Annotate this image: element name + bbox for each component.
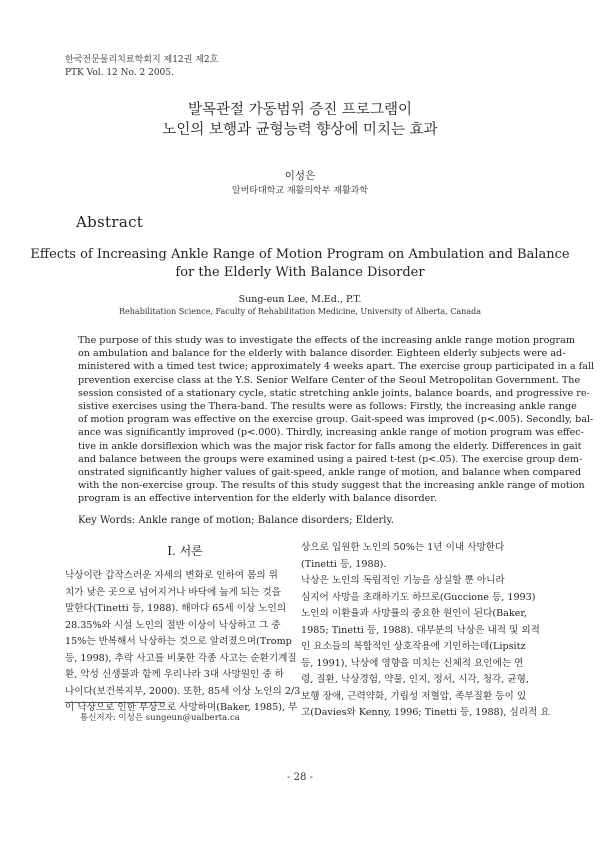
body-line: 고(Davies와 Kenny, 1996; Tinetti 등, 1988), 심리적 요 <box>301 707 550 718</box>
keywords: Key Words: Ankle range of motion; Balance disorders; Elderly. <box>78 515 394 526</box>
body-line: 상으로 입원한 노인의 50%는 1년 이내 사망한다 <box>301 542 505 553</box>
body-column-left <box>65 540 305 717</box>
title-korean-line-1: 발목관절 가동범위 증진 프로그램이 <box>188 102 412 118</box>
author-english: Sung-eun Lee, M.Ed., P.T. <box>238 294 362 305</box>
abstract-line: prevention exercise class at the Y.S. Senior Welfare Center of the Seoul Metropolitan Government. The <box>78 374 581 386</box>
abstract-line: The purpose of this study was to investigate the effects of the increasing ankle range motion program <box>78 335 575 346</box>
abstract-line: onstrated significantly higher values of gait-speed, ankle range of motion, and balance when compared <box>78 467 582 479</box>
body-line: 이 낙상으로 인한 부상으로 사망하며(Baker, 1985), 부 <box>65 702 298 713</box>
page-number: - 28 - <box>287 772 313 783</box>
abstract-line: ministered with a timed test twice; approximately 4 weeks apart. The exercise group participated in a fall <box>78 361 595 373</box>
journal-volume: PTK Vol. 12 No. 2 2005. <box>65 68 174 78</box>
title-english-line-1: Effects of Increasing Ankle Range of Motion Program on Ambulation and Balance <box>30 247 570 262</box>
title-korean-line-2: 노인의 보행과 균형능력 향상에 미치는 효과 <box>162 122 438 138</box>
body-line: 노인의 이환율과 사망률의 중요한 원인이 된다(Baker, <box>301 608 527 619</box>
abstract-line: tive in ankle dorsiflexion which was the major risk factor for falls among the elderly. Differences in gait <box>78 440 582 452</box>
affiliation-korean: 알버타대학교 재활의학부 재활과학 <box>231 186 369 196</box>
body-line: 등, 1998), 추락 사고를 비롯한 각종 사고는 순환기계질 <box>65 652 297 664</box>
title-english-line-2: for the Elderly With Balance Disorder <box>175 265 425 280</box>
journal-name-kr: 한국전문물리치료학회지 제12권 제2호 <box>65 55 219 65</box>
abstract-line: ance was significantly improved (p<.000). Thirdly, increasing ankle range of motion program was effec- <box>78 427 584 439</box>
abstract-line: session consisted of a stationary cycle, static stretching ankle joints, balance boards, and progressive re- <box>78 387 590 399</box>
body-line: 28.35%와 시설 노인의 절반 이상이 낙상하고 그 중 <box>65 619 281 631</box>
body-line: 낙상은 노인의 독립적인 기능을 상실할 뿐 아니라 <box>301 575 505 586</box>
abstract-line: and balance between the groups were examined using a paired t-test (p<.05). The exercise group dem- <box>78 453 583 465</box>
body-line: 낙상이란 갑작스러운 자세의 변화로 인하여 몸의 위 <box>65 570 278 581</box>
body-line: 말한다(Tinetti 등, 1988). 해마다 65세 이상 노인의 <box>65 603 287 614</box>
affiliation-english: Rehabilitation Science, Faculty of Rehabilitation Medicine, University of Alberta, Canada <box>119 307 481 316</box>
body-line: 령, 질환, 낙상경험, 약물, 인지, 정서, 시각, 청각, 균형, <box>301 674 529 685</box>
section-heading-introduction: Ⅰ. 서론 <box>167 544 203 558</box>
body-line: 인 요소들의 복합적인 상호작용에 기인하는데(Lipsitz <box>301 641 526 652</box>
body-line: (Tinetti 등, 1988). <box>301 558 387 570</box>
title-korean <box>0 100 600 140</box>
abstract-line: of motion program was effective on the exercise group. Gait-speed was improved (p<.005). Secondly, bal- <box>78 414 594 426</box>
journal-header <box>65 54 218 80</box>
abstract-line: on ambulation and balance for the elderly with balance disorder. Eighteen elderly subjects were ad- <box>78 348 566 360</box>
abstract-heading: Abstract <box>76 213 144 231</box>
body-line: 심지어 사망을 초래하기도 하므로(Guccione 등, 1993) <box>301 591 536 603</box>
body-line: 치가 낮은 곳으로 넘어지거나 바닥에 눕게 되는 것을 <box>65 586 281 598</box>
body-line: 15%는 반복해서 낙상하는 것으로 알려졌으며(Tromp <box>65 636 292 647</box>
abstract-line: with the non-exercise group. The results of this study suggest that the increasing ankle range of motion <box>78 480 585 492</box>
body-line: 보행 장애, 근력약화, 기립성 저혈압, 족부질환 등이 있 <box>301 690 527 702</box>
corresponding-author-footnote: 통신저자: 이성은 sungeun@ualberta.ca <box>80 713 240 723</box>
abstract-line: program is an effective intervention for the elderly with balance disorder. <box>78 493 437 505</box>
body-line: 1985; Tinetti 등, 1988). 대부분의 낙상은 내적 및 외적 <box>301 624 540 636</box>
body-line: 환, 악성 신생물과 함께 우리나라 3대 사망원인 중 하 <box>65 669 284 680</box>
body-column-right <box>301 540 550 722</box>
body-line: 등, 1991), 낙상에 영향을 미치는 신체적 요인에는 연 <box>301 657 524 669</box>
body-line: 나이다(보건복지부, 2000). 또한, 85세 이상 노인의 2/3 <box>65 685 301 697</box>
footnote-divider <box>65 702 165 703</box>
abstract-body <box>78 334 595 506</box>
title-english <box>0 246 600 282</box>
author-korean: 이성은 <box>284 170 316 182</box>
abstract-line: sistive exercises using the Thera-band. The results were as follows: Firstly, the increasing ankle range <box>78 401 577 413</box>
